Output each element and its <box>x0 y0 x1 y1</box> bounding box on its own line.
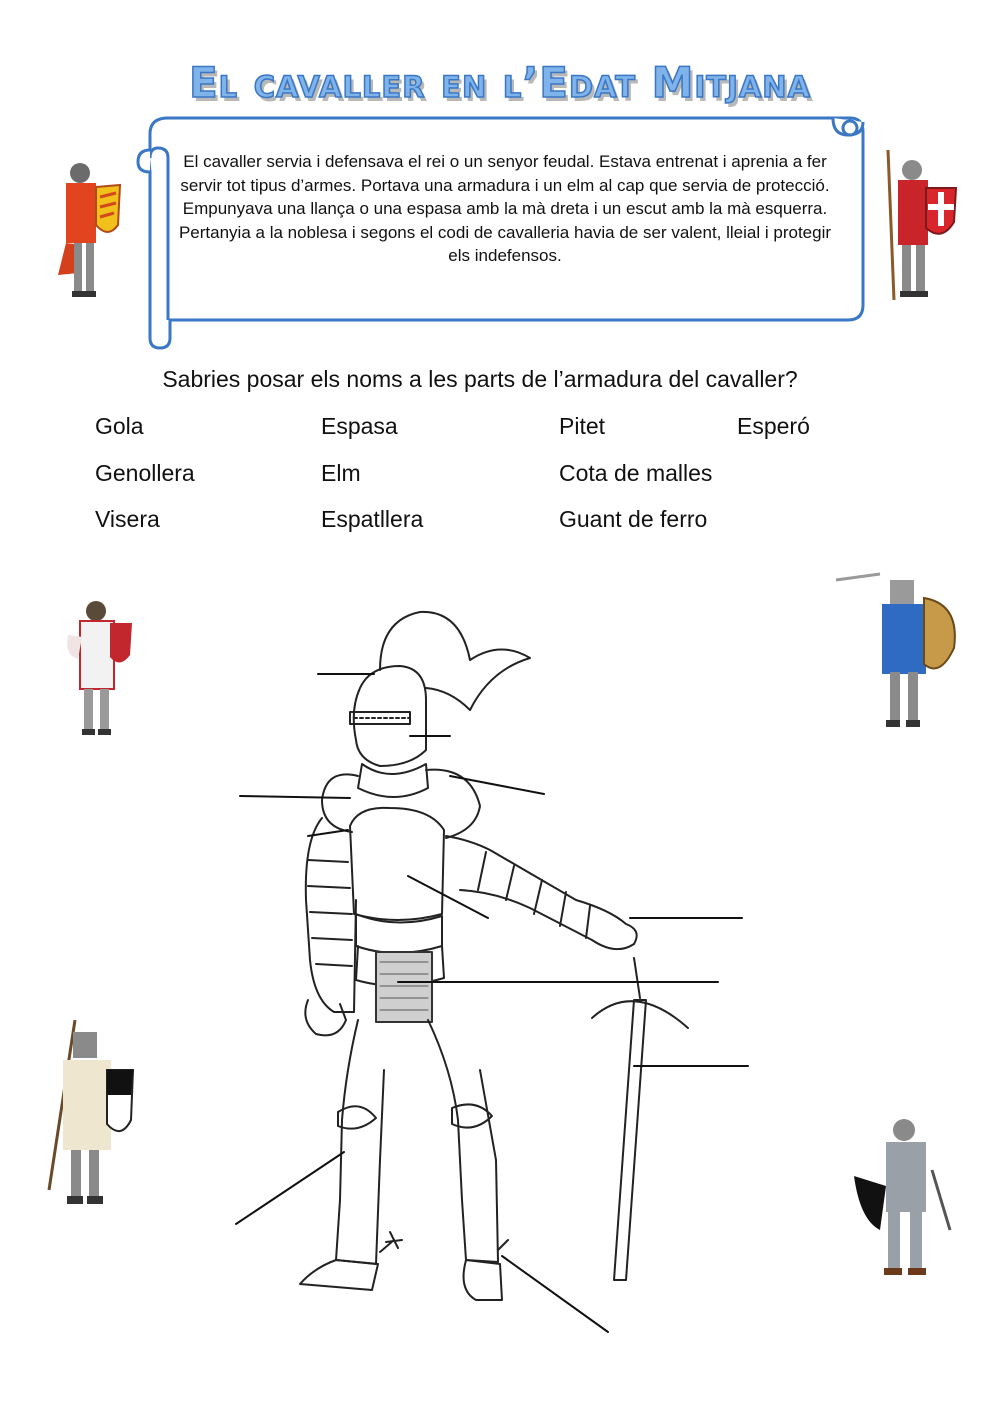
knight-white-tunic-picture <box>60 595 135 740</box>
knight-cross-shield-picture <box>880 150 960 305</box>
left-foot <box>300 1260 378 1290</box>
left-leg <box>336 1020 384 1264</box>
question-text: Sabries posar els noms a les parts de l’armadura del cavaller? <box>162 366 798 392</box>
armour-diagram <box>230 600 760 1340</box>
right-foot <box>464 1260 502 1300</box>
intro-text <box>170 150 840 268</box>
word-visera: Visera <box>95 506 160 532</box>
label-line-genollera <box>236 1152 344 1224</box>
word-espatllera: Espatllera <box>321 506 424 532</box>
word-pitet: Pitet <box>559 413 606 439</box>
knight-blue-tunic-picture <box>830 568 960 738</box>
helmet <box>354 666 426 766</box>
right-leg <box>428 1020 498 1262</box>
left-spur <box>380 1232 402 1252</box>
intro-paragraph-1: El cavaller servia i defensava el rei o un senyor feudal. Estava entrenat i aprenia a fer servir tot tipus d’armes. Portava una armadura i un elm al cap que servia de protecció. Empunyava una llança o una espasa amb la mà dreta i un escut amb la mà esquerra. <box>180 152 830 218</box>
label-line-espatllera <box>450 776 544 794</box>
gorget <box>358 764 428 797</box>
label-line-gola <box>240 796 350 798</box>
label-line-espero <box>502 1256 608 1332</box>
knight-chainmail-picture <box>840 1110 955 1290</box>
page-title: El cavaller en l’Edat Mitjana <box>188 58 811 107</box>
sword-hilt <box>634 958 640 998</box>
word-genollera: Genollera <box>95 460 195 486</box>
right-arm <box>446 836 637 949</box>
left-pauldron <box>322 774 358 832</box>
word-espero: Esperó <box>737 413 810 439</box>
word-cota-de-malles: Cota de malles <box>559 460 713 486</box>
sword-blade <box>614 1000 646 1280</box>
word-elm: Elm <box>321 460 361 486</box>
label-line-pitet <box>408 876 488 918</box>
intro-paragraph-2: Pertanyia a la noblesa i segons el codi de cavalleria havia de ser valent, lleial i protegir els indefensos. <box>178 222 832 265</box>
knight-red-shield-picture <box>52 155 127 305</box>
plume <box>380 612 530 710</box>
sword-guard <box>592 1001 688 1028</box>
word-guant-de-ferro: Guant de ferro <box>559 506 708 532</box>
word-espasa: Espasa <box>321 413 398 439</box>
breastplate <box>350 808 444 920</box>
left-knee <box>338 1106 376 1128</box>
knight-templar-picture <box>45 1020 135 1210</box>
right-spur <box>498 1240 508 1250</box>
left-arm <box>306 818 356 1012</box>
word-gola: Gola <box>95 413 144 439</box>
